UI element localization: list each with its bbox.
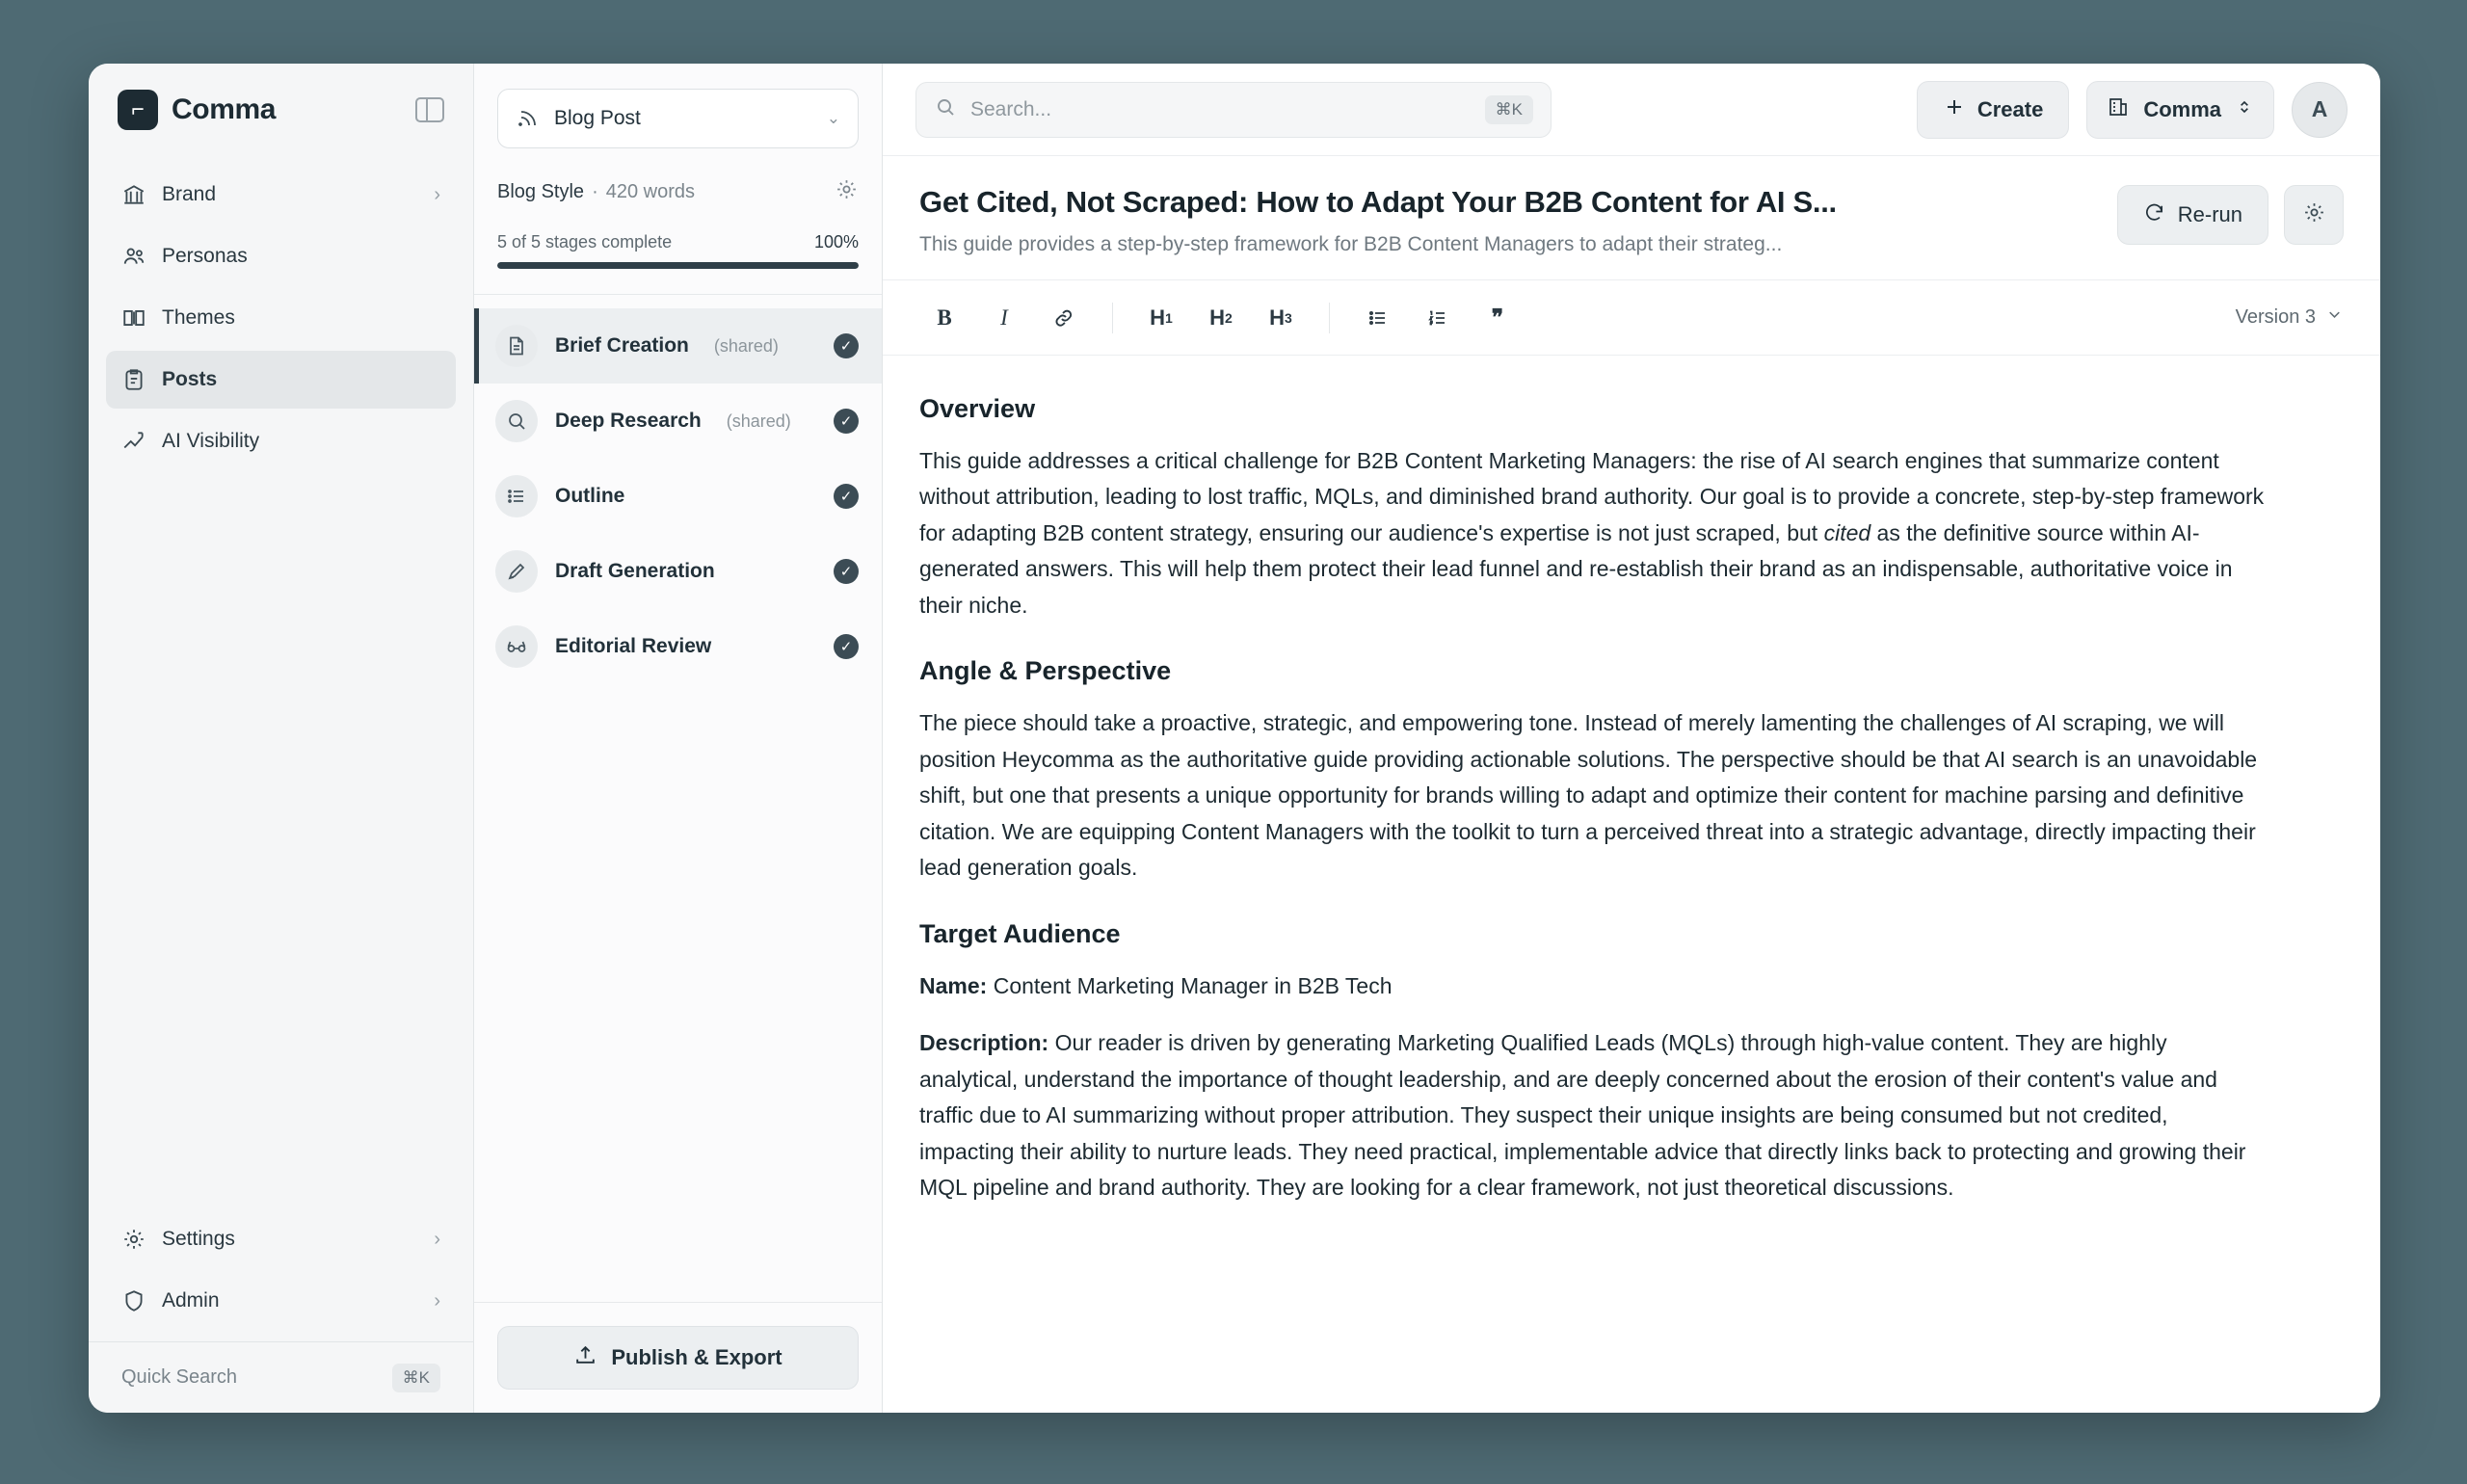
sidebar-item-label: Admin xyxy=(162,1289,220,1312)
magnifier-icon xyxy=(495,400,538,442)
top-bar-actions xyxy=(1917,81,2348,139)
document-settings-button[interactable] xyxy=(2284,185,2344,245)
sidebar-item-ai-visibility[interactable] xyxy=(106,412,456,470)
chart-icon xyxy=(121,429,146,454)
bank-icon xyxy=(121,182,146,207)
document-subtitle: This guide provides a step-by-step framework for B2B Content Managers to adapt their strateg... xyxy=(919,233,1783,255)
audience-description-line xyxy=(919,1025,2268,1206)
sidebar-item-personas[interactable] xyxy=(106,227,456,285)
sidebar-item-label: AI Visibility xyxy=(162,430,260,452)
stage-item-draft-generation[interactable] xyxy=(474,534,882,609)
stage-complete-check-icon: ✓ xyxy=(834,333,859,358)
section-heading-target-audience: Target Audience xyxy=(919,918,1121,948)
section-heading-angle: Angle & Perspective xyxy=(919,656,1172,686)
app-window xyxy=(89,64,2380,1413)
rss-icon xyxy=(516,106,541,131)
document-title-block xyxy=(919,185,1837,256)
version-selector[interactable] xyxy=(2236,305,2344,330)
search-box[interactable] xyxy=(915,82,1552,138)
search-icon xyxy=(934,95,957,123)
h3-label: H xyxy=(1269,305,1286,330)
quick-search-shortcut: ⌘K xyxy=(392,1364,440,1392)
chevron-down-icon: ⌄ xyxy=(826,109,840,127)
sidebar-item-label: Personas xyxy=(162,245,248,267)
sidebar-item-settings[interactable] xyxy=(106,1210,456,1268)
stage-complete-check-icon: ✓ xyxy=(834,634,859,659)
heading1-button[interactable]: H 1 xyxy=(1150,305,1173,330)
gear-icon xyxy=(2302,200,2326,229)
stage-panel xyxy=(474,64,883,1413)
gear-icon xyxy=(121,1227,146,1252)
stage-label: Editorial Review xyxy=(555,635,712,657)
pen-icon xyxy=(495,550,538,593)
document-icon xyxy=(495,325,538,367)
numbered-list-icon[interactable] xyxy=(1413,293,1463,343)
editor-toolbar xyxy=(883,280,2380,356)
content-type-value: Blog Post xyxy=(554,107,641,129)
stage-list xyxy=(474,294,882,1302)
chevron-down-icon xyxy=(2325,305,2344,330)
toggle-sidebar-icon[interactable] xyxy=(415,97,444,122)
document-actions xyxy=(2117,185,2344,245)
stage-shared-tag: (shared) xyxy=(726,411,791,431)
sidebar-item-label: Settings xyxy=(162,1228,235,1250)
search-shortcut: ⌘K xyxy=(1485,95,1533,124)
rerun-label: Re-run xyxy=(2177,202,2242,226)
heading3-button[interactable]: H 3 xyxy=(1269,305,1292,330)
version-label: Version 3 xyxy=(2235,306,2316,328)
word-count: 420 words xyxy=(605,181,696,202)
progress-percent: 100% xyxy=(813,232,859,252)
people-icon xyxy=(121,244,146,269)
rerun-button[interactable] xyxy=(2117,185,2268,245)
progress-row xyxy=(497,232,859,252)
heading2-button[interactable]: H 2 xyxy=(1209,305,1233,330)
chevron-right-icon: › xyxy=(434,1289,440,1312)
section-paragraph-overview: This guide addresses a critical challenge for B2B Content Marketing Managers: the rise of AI search engines that summarize content without attribution, leading to lost traffic, MQLs, and diminished brand authority. Our goal is to provide a concrete, step-by-step framework for adapting B2B content strategy, ensuring our audience's expertise is not just scraped, but cited as the definitive source within AI-generated answers. This will help them protect their lead funnel and re-establish their brand as an indispensable, authoritative voice in their niche. xyxy=(919,448,2265,618)
audience-name-value: Content Marketing Manager in B2B Tech xyxy=(993,972,1393,998)
sidebar-item-themes[interactable] xyxy=(106,289,456,347)
stage-label: Deep Research xyxy=(555,410,702,432)
workspace-label: Comma xyxy=(2143,96,2221,121)
section-heading-overview: Overview xyxy=(919,394,1036,423)
stage-panel-bottom xyxy=(474,1302,882,1413)
stage-item-deep-research[interactable] xyxy=(474,384,882,459)
list-icon xyxy=(495,475,538,517)
stage-complete-check-icon: ✓ xyxy=(834,484,859,509)
stage-item-editorial-review[interactable] xyxy=(474,609,882,684)
sidebar-item-label: Brand xyxy=(162,183,217,205)
stage-label: Brief Creation xyxy=(555,334,689,357)
app-logo-icon: ⌐ xyxy=(118,90,158,130)
document-body xyxy=(883,356,2380,1257)
quick-search-label: Quick Search xyxy=(121,1366,238,1388)
italic-button[interactable]: I xyxy=(1000,305,1008,330)
export-icon xyxy=(573,1343,597,1373)
bold-button[interactable]: B xyxy=(937,305,952,330)
content-type-select[interactable] xyxy=(497,89,859,148)
shield-icon xyxy=(121,1288,146,1313)
h1-label: H xyxy=(1150,305,1166,330)
bullet-list-icon[interactable] xyxy=(1353,293,1403,343)
page-title: Get Cited, Not Scraped: How to Adapt Your B2B Content for AI S... xyxy=(919,185,1837,219)
progress-label: 5 of 5 stages complete xyxy=(497,232,673,252)
top-bar xyxy=(883,64,2380,156)
link-icon[interactable] xyxy=(1039,293,1089,343)
sidebar-item-label: Themes xyxy=(162,306,235,329)
sidebar-nav xyxy=(89,156,473,470)
audience-name-label: Name: xyxy=(919,972,988,998)
audience-description-label: Description: xyxy=(919,1030,1049,1056)
stage-item-outline[interactable] xyxy=(474,459,882,534)
sidebar-item-brand[interactable] xyxy=(106,166,456,224)
quick-search-button[interactable] xyxy=(89,1341,473,1413)
main-content xyxy=(883,64,2380,1413)
search-input[interactable] xyxy=(970,98,1472,121)
blog-style-separator: · xyxy=(592,181,598,202)
sidebar-spacer xyxy=(89,470,473,1210)
blog-style-label: Blog Style xyxy=(497,181,585,202)
progress-bar xyxy=(497,262,859,269)
sidebar-item-label: Posts xyxy=(162,368,218,390)
stage-item-brief-creation[interactable] xyxy=(474,308,882,384)
sidebar-bottom-nav xyxy=(89,1210,473,1341)
section-paragraph-angle: The piece should take a proactive, strategic, and empowering tone. Instead of merely lamenting the challenges of AI scraping, we will position Heycomma as the authoritative guide providing actionable solutions. The perspective should be that AI search is an unavoidable shift, but one that presents a unique opportunity for brands willing to adapt and optimize their content for machine parsing and definitive citation. We are equipping Content Managers with the toolkit to turn a perceived threat into a strategic advantage, directly impacting their lead generation goals. xyxy=(919,710,2258,881)
create-label: Create xyxy=(1976,96,2044,121)
stage-shared-tag: (shared) xyxy=(713,335,779,356)
chevron-right-icon: › xyxy=(434,183,440,205)
toolbar-divider xyxy=(1329,303,1330,333)
stage-panel-top xyxy=(474,64,882,269)
building-icon xyxy=(2107,95,2130,124)
document-header xyxy=(883,156,2380,280)
quote-icon[interactable]: ❞ xyxy=(1491,305,1504,330)
chevron-updown-icon xyxy=(2235,97,2254,122)
progress-bar-fill xyxy=(497,262,859,269)
app-name: Comma xyxy=(172,93,277,125)
stage-complete-check-icon: ✓ xyxy=(834,409,859,434)
create-button[interactable] xyxy=(1917,81,2069,139)
stage-label: Draft Generation xyxy=(555,560,715,582)
book-icon xyxy=(121,305,146,331)
plus-icon xyxy=(1943,95,1966,124)
glasses-icon xyxy=(495,625,538,668)
blog-style-row xyxy=(497,177,859,207)
publish-export-label: Publish & Export xyxy=(611,1345,783,1369)
avatar[interactable]: A xyxy=(2292,82,2348,138)
sidebar-item-admin[interactable] xyxy=(106,1272,456,1330)
workspace-switcher[interactable] xyxy=(2086,81,2274,139)
chevron-right-icon: › xyxy=(434,1228,440,1250)
style-settings-gear-icon[interactable] xyxy=(835,177,859,207)
audience-name-line xyxy=(919,968,2268,1004)
refresh-icon xyxy=(2143,201,2165,229)
toolbar-divider xyxy=(1112,303,1113,333)
sidebar-item-posts[interactable] xyxy=(106,351,456,409)
sidebar-header xyxy=(89,64,473,156)
stage-complete-check-icon: ✓ xyxy=(834,559,859,584)
publish-export-button[interactable] xyxy=(497,1326,859,1390)
audience-description-value: Our reader is driven by generating Marketing Qualified Leads (MQLs) through high-value content. They are highly analytical, understand the importance of thought leadership, and are deeply concerned about the erosion of their content's value and traffic due to AI summarizing without proper attribution. They suspect their unique insights are being consumed but not credited, impacting their ability to nurture leads. They need practical, implementable advice that directly links back to protecting and growing their MQL pipeline and brand authority. They are looking for a clear framework, not just theoretical discussions. xyxy=(919,1030,2246,1201)
clipboard-icon xyxy=(121,367,146,392)
sidebar xyxy=(89,64,474,1413)
stage-label: Outline xyxy=(555,485,625,507)
h2-label: H xyxy=(1209,305,1226,330)
